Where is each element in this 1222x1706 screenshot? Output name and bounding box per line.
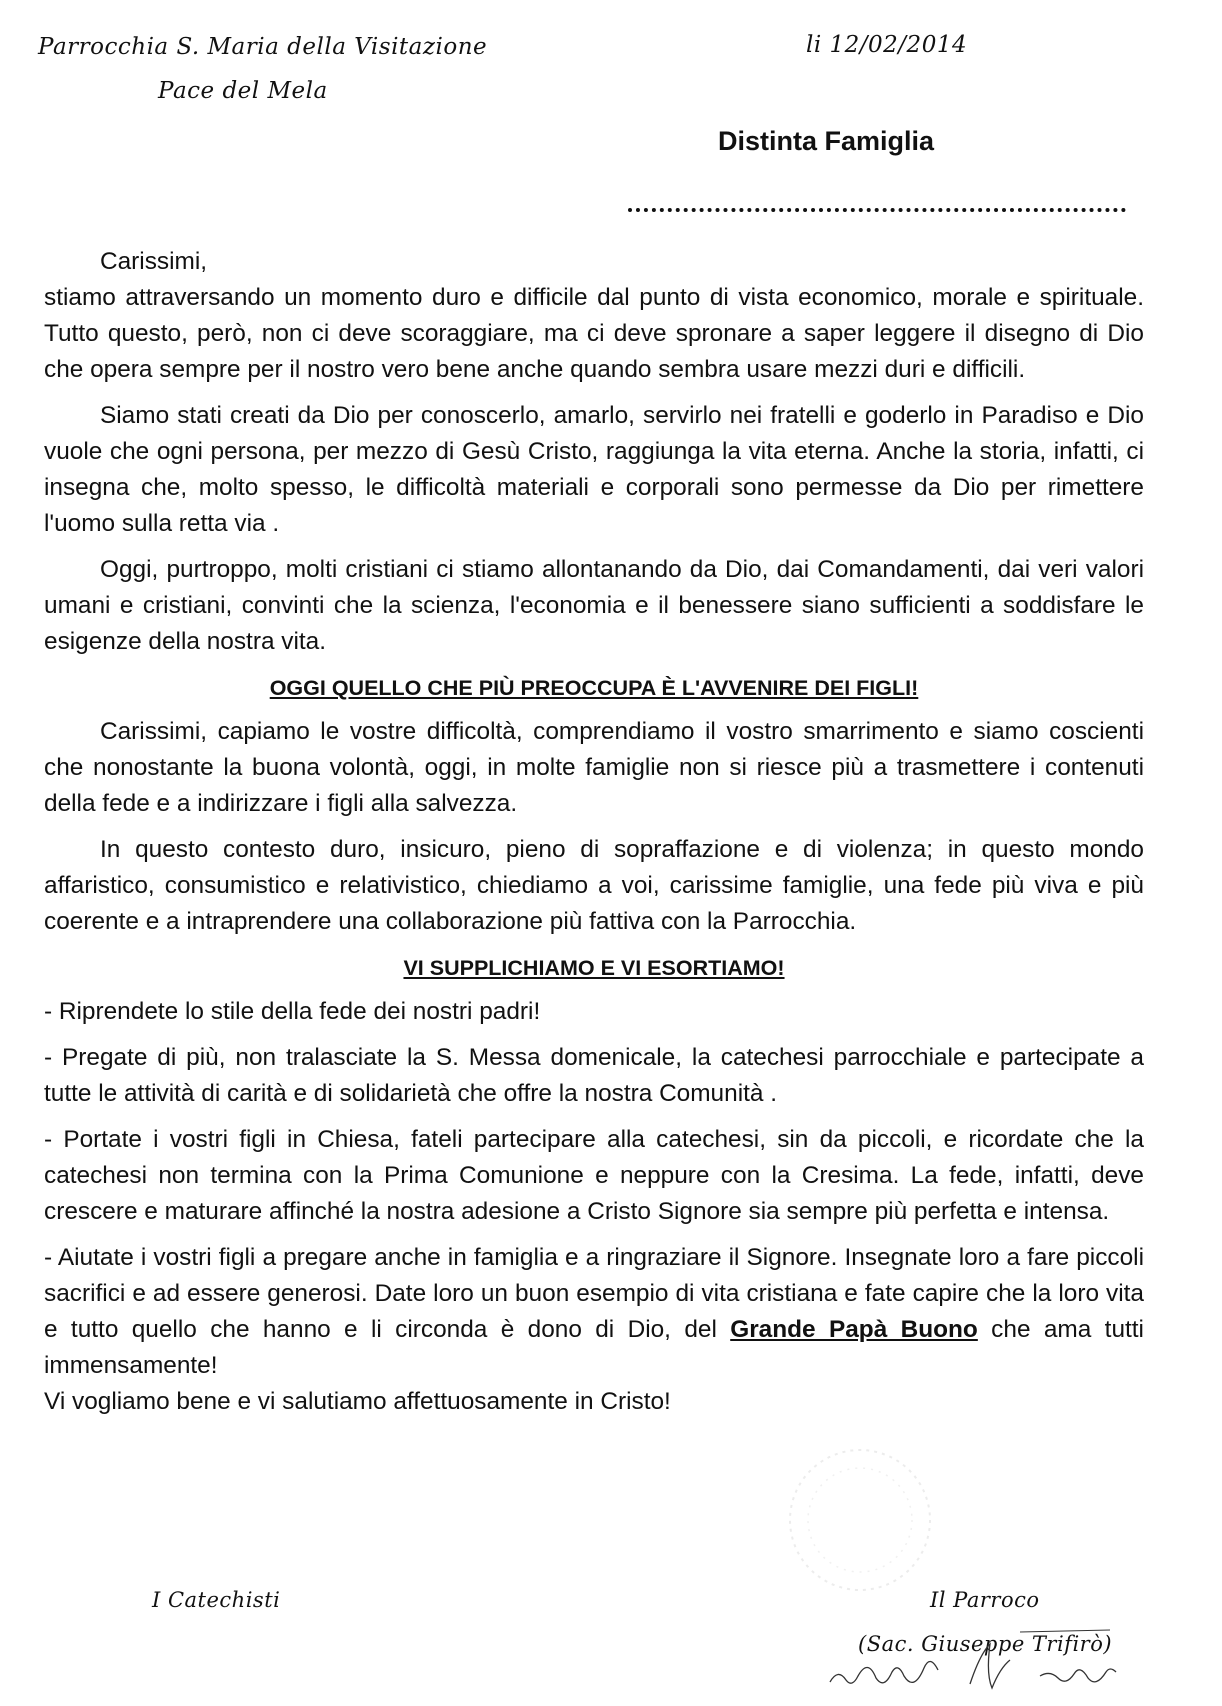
paragraph-intro: stiamo attraversando un momento duro e difficile dal punto di vista economico, morale e spirituale. Tutto questo, però, non ci deve scoraggiare, ma ci deve spronare a saper leggere il disegno di Dio che opera sempre per il nostro vero bene anche quando sembra usare mezzi duri e difficili. [44,284,1144,383]
handwritten-signature [820,1610,1140,1700]
parish-name: Parrocchia S. Maria della Visitazione [38,34,488,60]
exhortation-tail: che ama tutti immensamente! [44,1316,1144,1379]
paragraph-difficulties: Carissimi, capiamo le vostre difficoltà, comprendiamo il vostro smarrimento e siamo coscienti che nonostante la buona volontà, oggi, in molte famiglie non si riesce più a trasmettere i contenuti della fede e a indirizzare i figli alla salvezza. [44,718,1144,817]
greeting: Carissimi, [100,248,208,275]
exhortation-item: - Riprendete lo stile della fede dei nostri padri! [44,998,541,1025]
parish-town: Pace del Mela [158,78,328,104]
emphasis-grande-papa: Grande Papà Buono [730,1316,978,1343]
exhortation-text: - Aiutate i vostri figli a pregare anche in famiglia e a ringraziare il Signore. Insegnate loro a fare piccoli sacrifici e ad essere generosi. Date loro un buon esempio di vita cristiana e fate capire che la loro vita e tutto quello che hanno e li circonda è dono di Dio, del [44,1244,1144,1343]
recipient-dotted-line [628,208,1126,212]
paragraph-today: Oggi, purtroppo, molti cristiani ci stiamo allontanando da Dio, dai Comandamenti, dai veri valori umani e cristiani, convinti che la scienza, l'economia e il benessere siano sufficienti a soddisfare le esigenze della nostra vita. [44,556,1144,655]
section-heading-exhortation: VI SUPPLICHIAMO E VI ESORTIAMO! [403,956,785,980]
paragraph-creation: Siamo stati creati da Dio per conoscerlo, amarlo, servirlo nei fratelli e goderlo in Paradiso e Dio vuole che ogni persona, per mezzo di Gesù Cristo, raggiunga la vita eterna. Anche la storia, infatti, ci insegna che, molto spesso, le difficoltà materiali e corporali sono permesse da Dio per rimettere l'uomo sulla retta via . [44,402,1144,537]
exhortation-item: - Portate i vostri figli in Chiesa, fateli partecipare alla catechesi, sin da piccoli, e ricordate che la catechesi non termina con la Prima Comunione e neppure con la Cresima. La fede, infatti, deve crescere e maturare affinché la nostra adesione a Cristo Signore sia sempre più perfetta e intensa. [44,1126,1144,1225]
exhortation-item: - Pregate di più, non tralasciate la S. Messa domenicale, la catechesi parrocchiale e partecipate a tutte le attività di carità e di solidarietà che offre la nostra Comunità . [44,1044,1144,1107]
exhortation-item [44,1240,1144,1384]
section-heading-future: OGGI QUELLO CHE PIÙ PREOCCUPA È L'AVVENIRE DEI FIGLI! [269,676,919,700]
closing-line: Vi vogliamo bene e vi salutiamo affettuosamente in Cristo! [44,1388,671,1415]
letter-title: Distinta Famiglia [718,126,935,156]
signature-parish-priest-title: Il Parroco [930,1588,1040,1612]
letter-body [44,244,1144,1430]
paragraph-context: In questo contesto duro, insicuro, pieno di sopraffazione e di violenza; in questo mondo affaristico, consumistico e relativistico, chiediamo a voi, carissime famiglie, una fede più viva e più coerente e a intraprendere una collaborazione più fattiva con la Parrocchia. [44,836,1144,935]
faded-stamp [770,1430,950,1610]
letter-date: li 12/02/2014 [806,32,968,58]
signature-catechists: I Catechisti [152,1588,281,1612]
signature-parish-priest-name: (Sac. Giuseppe Trifirò) [858,1632,1113,1656]
